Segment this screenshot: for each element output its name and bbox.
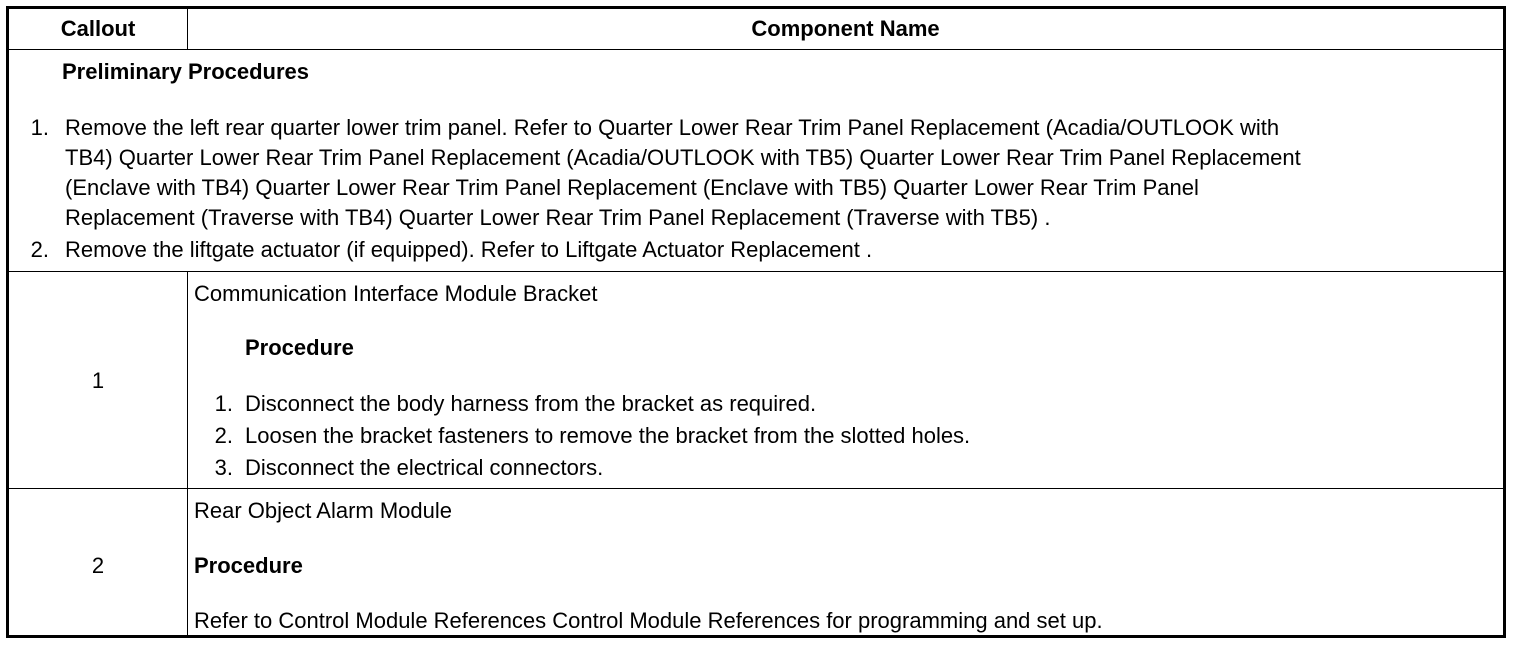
step-number: 3. — [214, 455, 233, 480]
header-rule — [9, 49, 1503, 50]
procedure-title-1: Procedure — [245, 335, 354, 360]
row-rule — [9, 488, 1503, 489]
prelim-step-number: 1. — [30, 115, 49, 140]
preliminary-title: Preliminary Procedures — [62, 59, 310, 84]
callout-1: 1 — [91, 368, 105, 393]
prelim-step-1-line-4: Replacement (Traverse with TB4) Quarter Lower Rear Trim Panel Replacement (Traverse with TB5) . — [65, 205, 1051, 230]
header-divider — [187, 9, 188, 49]
prelim-step-1-line-1: Remove the left rear quarter lower trim panel. Refer to Quarter Lower Rear Trim Panel Replacement (Acadia/OUTLOOK with — [65, 115, 1280, 140]
prelim-step-1-line-2: TB4) Quarter Lower Rear Trim Panel Replacement (Acadia/OUTLOOK with TB5) Quarter Lower Rear Trim Panel Replacement — [65, 145, 1301, 170]
header-component-name: Component Name — [751, 16, 940, 41]
prelim-step-1-line-3: (Enclave with TB4) Quarter Lower Rear Trim Panel Replacement (Enclave with TB5) Quarter Lower Rear Trim Panel — [65, 175, 1199, 200]
row-2-divider — [187, 488, 188, 638]
prelim-step-2-line-1: Remove the liftgate actuator (if equipped). Refer to Liftgate Actuator Replacement . — [65, 237, 873, 262]
component-name-1: Communication Interface Module Bracket — [194, 281, 598, 306]
component-table — [6, 6, 1506, 638]
row-1-divider — [187, 271, 188, 488]
callout-2: 2 — [91, 553, 105, 578]
step-number: 1. — [214, 391, 233, 416]
header-callout: Callout — [60, 16, 136, 41]
step-number: 2. — [214, 423, 233, 448]
component-name-2: Rear Object Alarm Module — [194, 498, 452, 523]
row-1-step-2: Loosen the bracket fasteners to remove the bracket from the slotted holes. — [245, 423, 971, 448]
prelim-step-number: 2. — [30, 237, 49, 262]
row-1-step-3: Disconnect the electrical connectors. — [245, 455, 604, 480]
row-rule — [9, 271, 1503, 272]
row-1-step-1: Disconnect the body harness from the bracket as required. — [245, 391, 817, 416]
procedure-title-2: Procedure — [194, 553, 303, 578]
row-2-text: Refer to Control Module References Control Module References for programming and set up. — [194, 608, 1103, 633]
